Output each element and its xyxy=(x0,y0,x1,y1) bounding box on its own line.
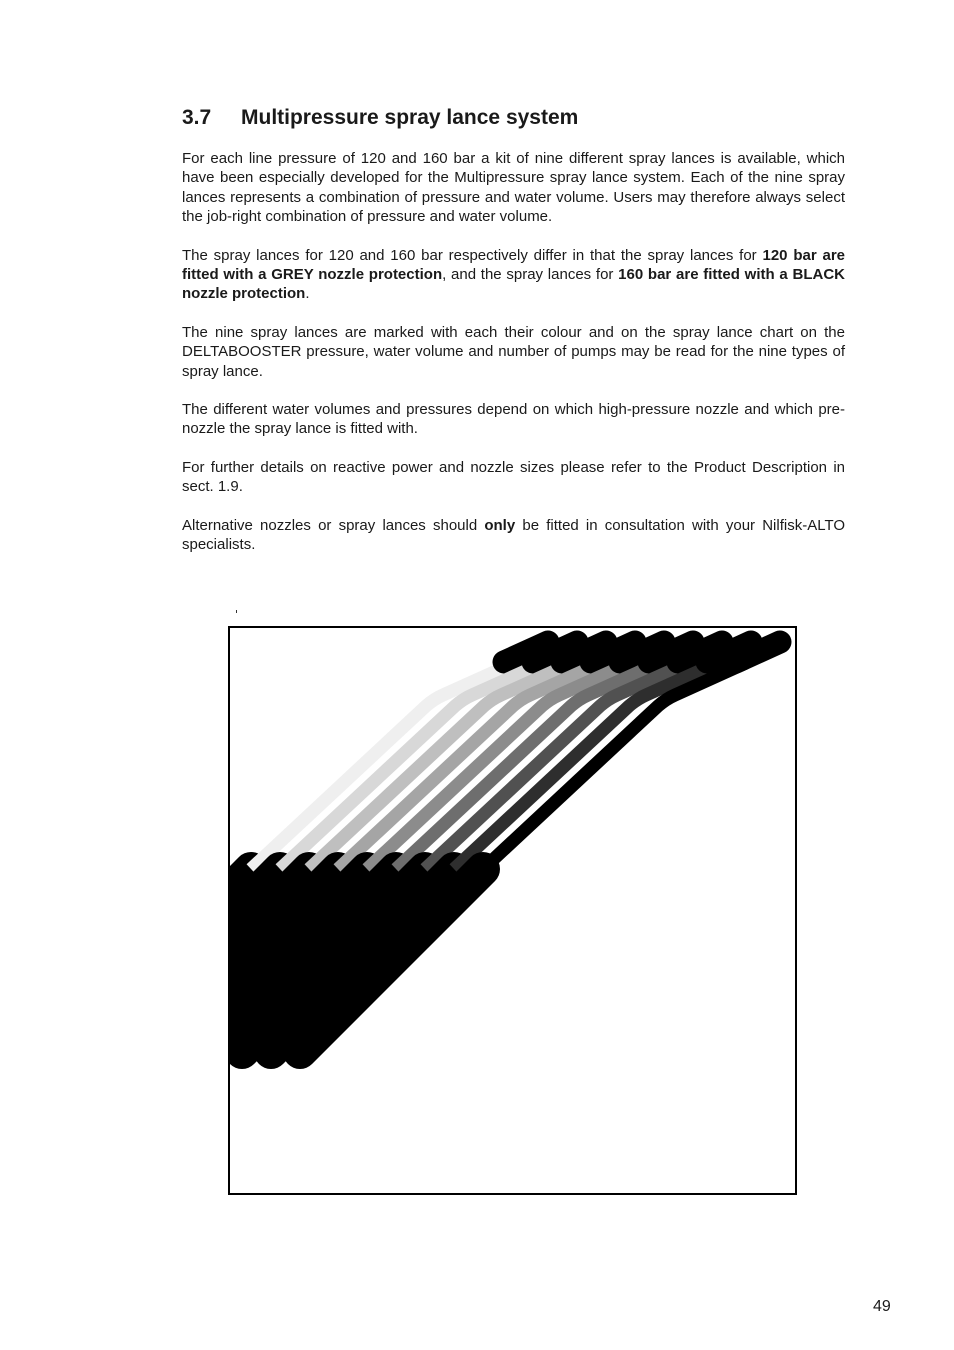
paragraph-kit-overview: For each line pressure of 120 and 160 bar a kit of nine different spray lances is available, which have been especially developed for the Multipressure spray lance system. Each of the nine spray lances represents a combination of pressure and water volume. Users may therefore always select the job-right combination of pressure and water volume. xyxy=(182,150,845,226)
paragraph-alternative-nozzles xyxy=(182,516,845,555)
paragraph-further-details: For further details on reactive power and nozzle sizes please refer to the Product Description in sect. 1.9. xyxy=(182,458,845,496)
section-heading xyxy=(182,104,578,132)
page-number: 49 xyxy=(873,1298,891,1315)
p2-grey-protection: 120 bar are fitted with a GREY nozzle protection xyxy=(182,246,845,284)
paragraph-nozzle-protection xyxy=(182,246,845,304)
p2-text-e: . xyxy=(305,285,310,303)
p6-only: only xyxy=(484,516,516,534)
p2-black-protection: 160 bar are fitted with a BLACK nozzle protection xyxy=(182,266,845,303)
spray-lance-drawing xyxy=(228,626,797,1195)
paragraph-lance-chart: The nine spray lances are marked with each their colour and on the spray lance chart on the DELTABOOSTER pressure, water volume and number of pumps may be read for the nine types of spray lance. xyxy=(182,323,845,380)
p2-text-a: The spray lances for 120 and 160 bar respectively differ in that the spray lances for xyxy=(182,246,763,264)
section-title: Multipressure spray lance system xyxy=(241,106,579,129)
paragraph-water-volumes: The different water volumes and pressures depend on which high-pressure nozzle and which pre-nozzle the spray lance is fitted with. xyxy=(182,401,845,438)
p2-text-c: , and the spray lances for xyxy=(442,266,619,284)
spray-lance-illustration xyxy=(228,626,797,1195)
body-text xyxy=(182,149,845,574)
section-number: 3.7 xyxy=(182,106,212,129)
p6-text-a: Alternative nozzles or spray lances should xyxy=(182,516,485,534)
p6-text-c: be fitted in consultation with your Nilfisk-ALTO specialists. xyxy=(182,516,845,554)
registration-mark xyxy=(236,610,237,613)
